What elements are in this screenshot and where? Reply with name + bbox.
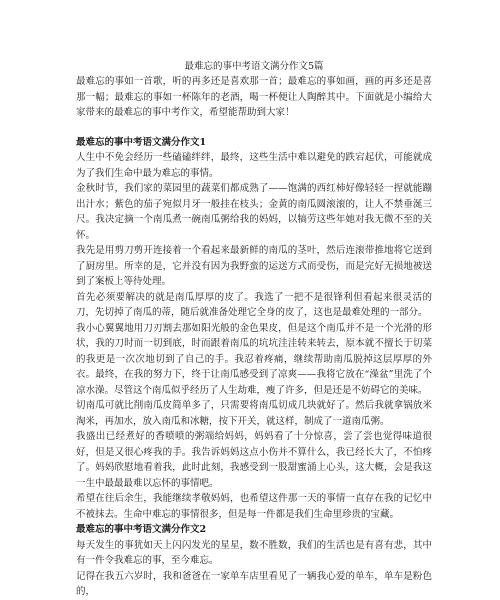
section-spacer [76,121,432,135]
paragraph: 人生中不免会经历一些磕磕绊绊，最终，这些生活中难以避免的跌宕起伏，可能就成为了我们生命中最为难忘的事情。 [76,152,432,179]
paragraph: 我小心翼翼地用刀刃割去那如阳光般的金色果皮，但是这个南瓜并不是一个光滑的形状，我的刀时而一切到底，时而跟着南瓜的坑坑洼洼转来转去，原本就不擅长于切菜的我更是一次次地切到了自己的手。我忍着疼痛，继续帮助南瓜脱掉这层厚厚的外衣。最终，在我的努力下，终于让南瓜感受到了凉爽——我将它放在“澡盆”里洗了个凉水澡。尽管这个南瓜似乎经历了人生劫难，瘦了许多，但是还是不妨碍它的美味。 [76,322,432,396]
paragraph: 金秋时节，我们家的菜园里的蔬菜们都成熟了——饱满的西红柿好像轻轻一捏就能蹦出汁水；紫色的茄子宛似月牙一般挂在枝头；金黄的南瓜圆滚滚的，让人不禁垂涎三尺。我决定摘一个南瓜煮一碗南瓜粥给我的妈妈，以犒劳这些年她对我无微不至的关怀。 [76,183,432,241]
section-heading: 最难忘的事中考语文满分作文1 [76,136,207,148]
paragraph: 首先必须要解决的就是南瓜厚厚的皮了。我选了一把不是很锋利但看起来很灵活的刀，先切掉了南瓜的蒂，随后就准备处理它全身的皮了，这也是最难处理的一部分。 [76,291,432,318]
paragraph: 每天发生的事犹如天上闪闪发光的星星，数不胜数，我们的生活也是有喜有悲，其中有一件令我难忘的事，至今难忘。 [76,539,432,566]
document-title: 最难忘的事中考语文满分作文5篇 [184,61,324,72]
essay-section-1 [76,135,432,523]
paragraph: 我盛出已经煮好的香喷喷的粥端给妈妈，妈妈看了十分惊喜，尝了尝也觉得味道很好，但是又很心疼我的手。我告诉妈妈这点小伤并不算什么，我已经长大了，不怕疼了。妈妈欣慰地看着我，此时此刻，我感受到一股甜蜜涌上心头，这大概，会是我这一生中最最最难以忘怀的事情吧。 [76,431,432,489]
section-heading: 最难忘的事中考语文满分作文2 [76,524,207,535]
paragraph: 记得在我五六岁时，我和爸爸在一家单车店里看见了一辆我心爱的单车，单车是粉色的， [76,570,432,597]
intro-paragraph: 最难忘的事如一首歌，听的再多还是喜欢那一首；最难忘的事如画，画的再多还是喜那一幅；最难忘的事如一杯陈年的老酒，喝一杯便让人陶醉其中。下面就是小编给大家带来的最难忘的事中考作文，希望能帮助到大家！ [76,76,432,118]
paragraph: 我先是用剪刀剪开连接着一个看起来最新鲜的南瓜的茎叶，然后连滚带推地将它送到了厨房里。所幸的是，它并没有因为我野蛮的运送方式而受伤，而是完好无损地被送到了案板上等待处理。 [76,245,432,287]
essay-section-2 [76,522,432,600]
paragraph: 切南瓜可就比削南瓜皮简单多了，只需要将南瓜切成几块就好了。然后我就拿锅放米淘米，再加水，放入南瓜和冰糖，按下开关，就这样，制成了一道南瓜粥。 [76,400,432,427]
paragraph: 希望在往后余生，我能继续孝敬妈妈，也希望这件那一天的事情一直存在我的记忆中不被抹去。生命中难忘的事情很多，但是每一件都是我们生命里珍贵的宝藏。 [76,493,432,520]
